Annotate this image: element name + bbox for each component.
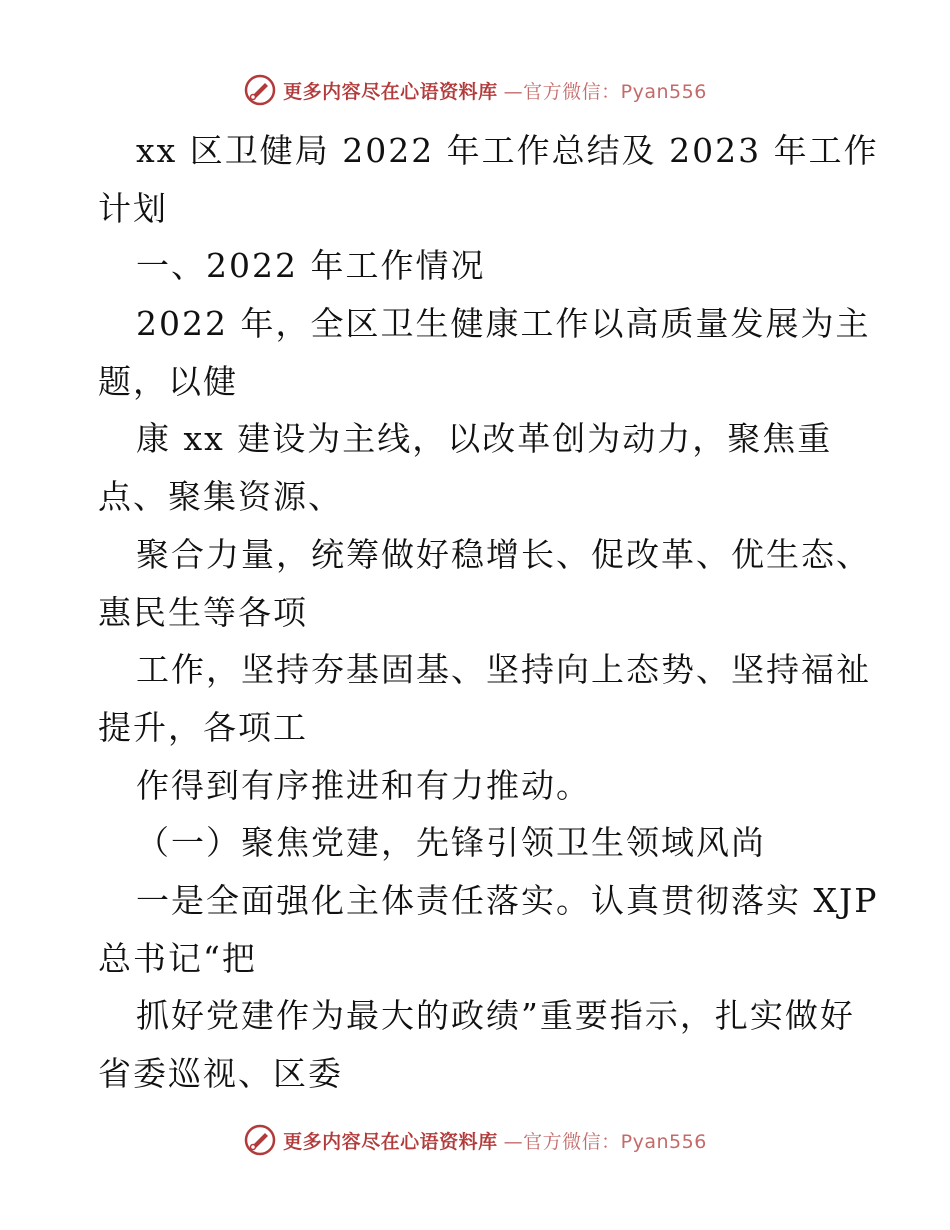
paragraph-line: 作得到有序推进和有力推动。 bbox=[136, 765, 591, 805]
brand-logo-icon bbox=[243, 1123, 277, 1157]
paragraph-line: 抓好党建作为最大的政绩”重要指示，扎实做好 bbox=[136, 996, 855, 1036]
document-body bbox=[98, 122, 879, 1103]
section-heading: 一、2022 年工作情况 bbox=[136, 246, 486, 286]
paragraph-line: 惠民生等各项 bbox=[98, 592, 308, 632]
watermark-contact: —官方微信：Pyan556 bbox=[503, 80, 707, 103]
paragraph-line: 聚合力量，统筹做好稳增长、促改革、优生态、 bbox=[136, 534, 871, 574]
paragraph-line: 题，以健 bbox=[98, 361, 238, 401]
paragraph-line: 康 xx 建设为主线，以改革创为动力，聚焦重 bbox=[136, 419, 833, 459]
watermark-title: 更多内容尽在心语资料库 bbox=[283, 1130, 498, 1153]
paragraph-line: 省委巡视、区委 bbox=[98, 1054, 343, 1093]
paragraph-line: 工作，坚持夯基固基、坚持向上态势、坚持福祉 bbox=[136, 650, 871, 690]
watermark-contact: —官方微信：Pyan556 bbox=[503, 1130, 707, 1153]
paragraph-line: 总书记“把 bbox=[98, 938, 257, 978]
watermark-title: 更多内容尽在心语资料库 bbox=[283, 80, 498, 103]
document-title: xx 区卫健局 2022 年工作总结及 2023 年工作 bbox=[136, 131, 879, 170]
paragraph-line: 2022 年，全区卫生健康工作以高质量发展为主 bbox=[136, 304, 871, 344]
paragraph-line: 点、聚集资源、 bbox=[98, 477, 343, 517]
paragraph-line: 一是全面强化主体责任落实。认真贯彻落实 XJP bbox=[136, 880, 879, 920]
document-title-cont: 计划 bbox=[98, 188, 168, 228]
header-watermark bbox=[0, 70, 950, 110]
subsection-heading: （一）聚焦党建，先锋引领卫生领域风尚 bbox=[136, 823, 766, 863]
paragraph-line: 提升，各项工 bbox=[98, 707, 308, 747]
brand-logo-icon bbox=[243, 73, 277, 107]
footer-watermark bbox=[0, 1120, 950, 1160]
